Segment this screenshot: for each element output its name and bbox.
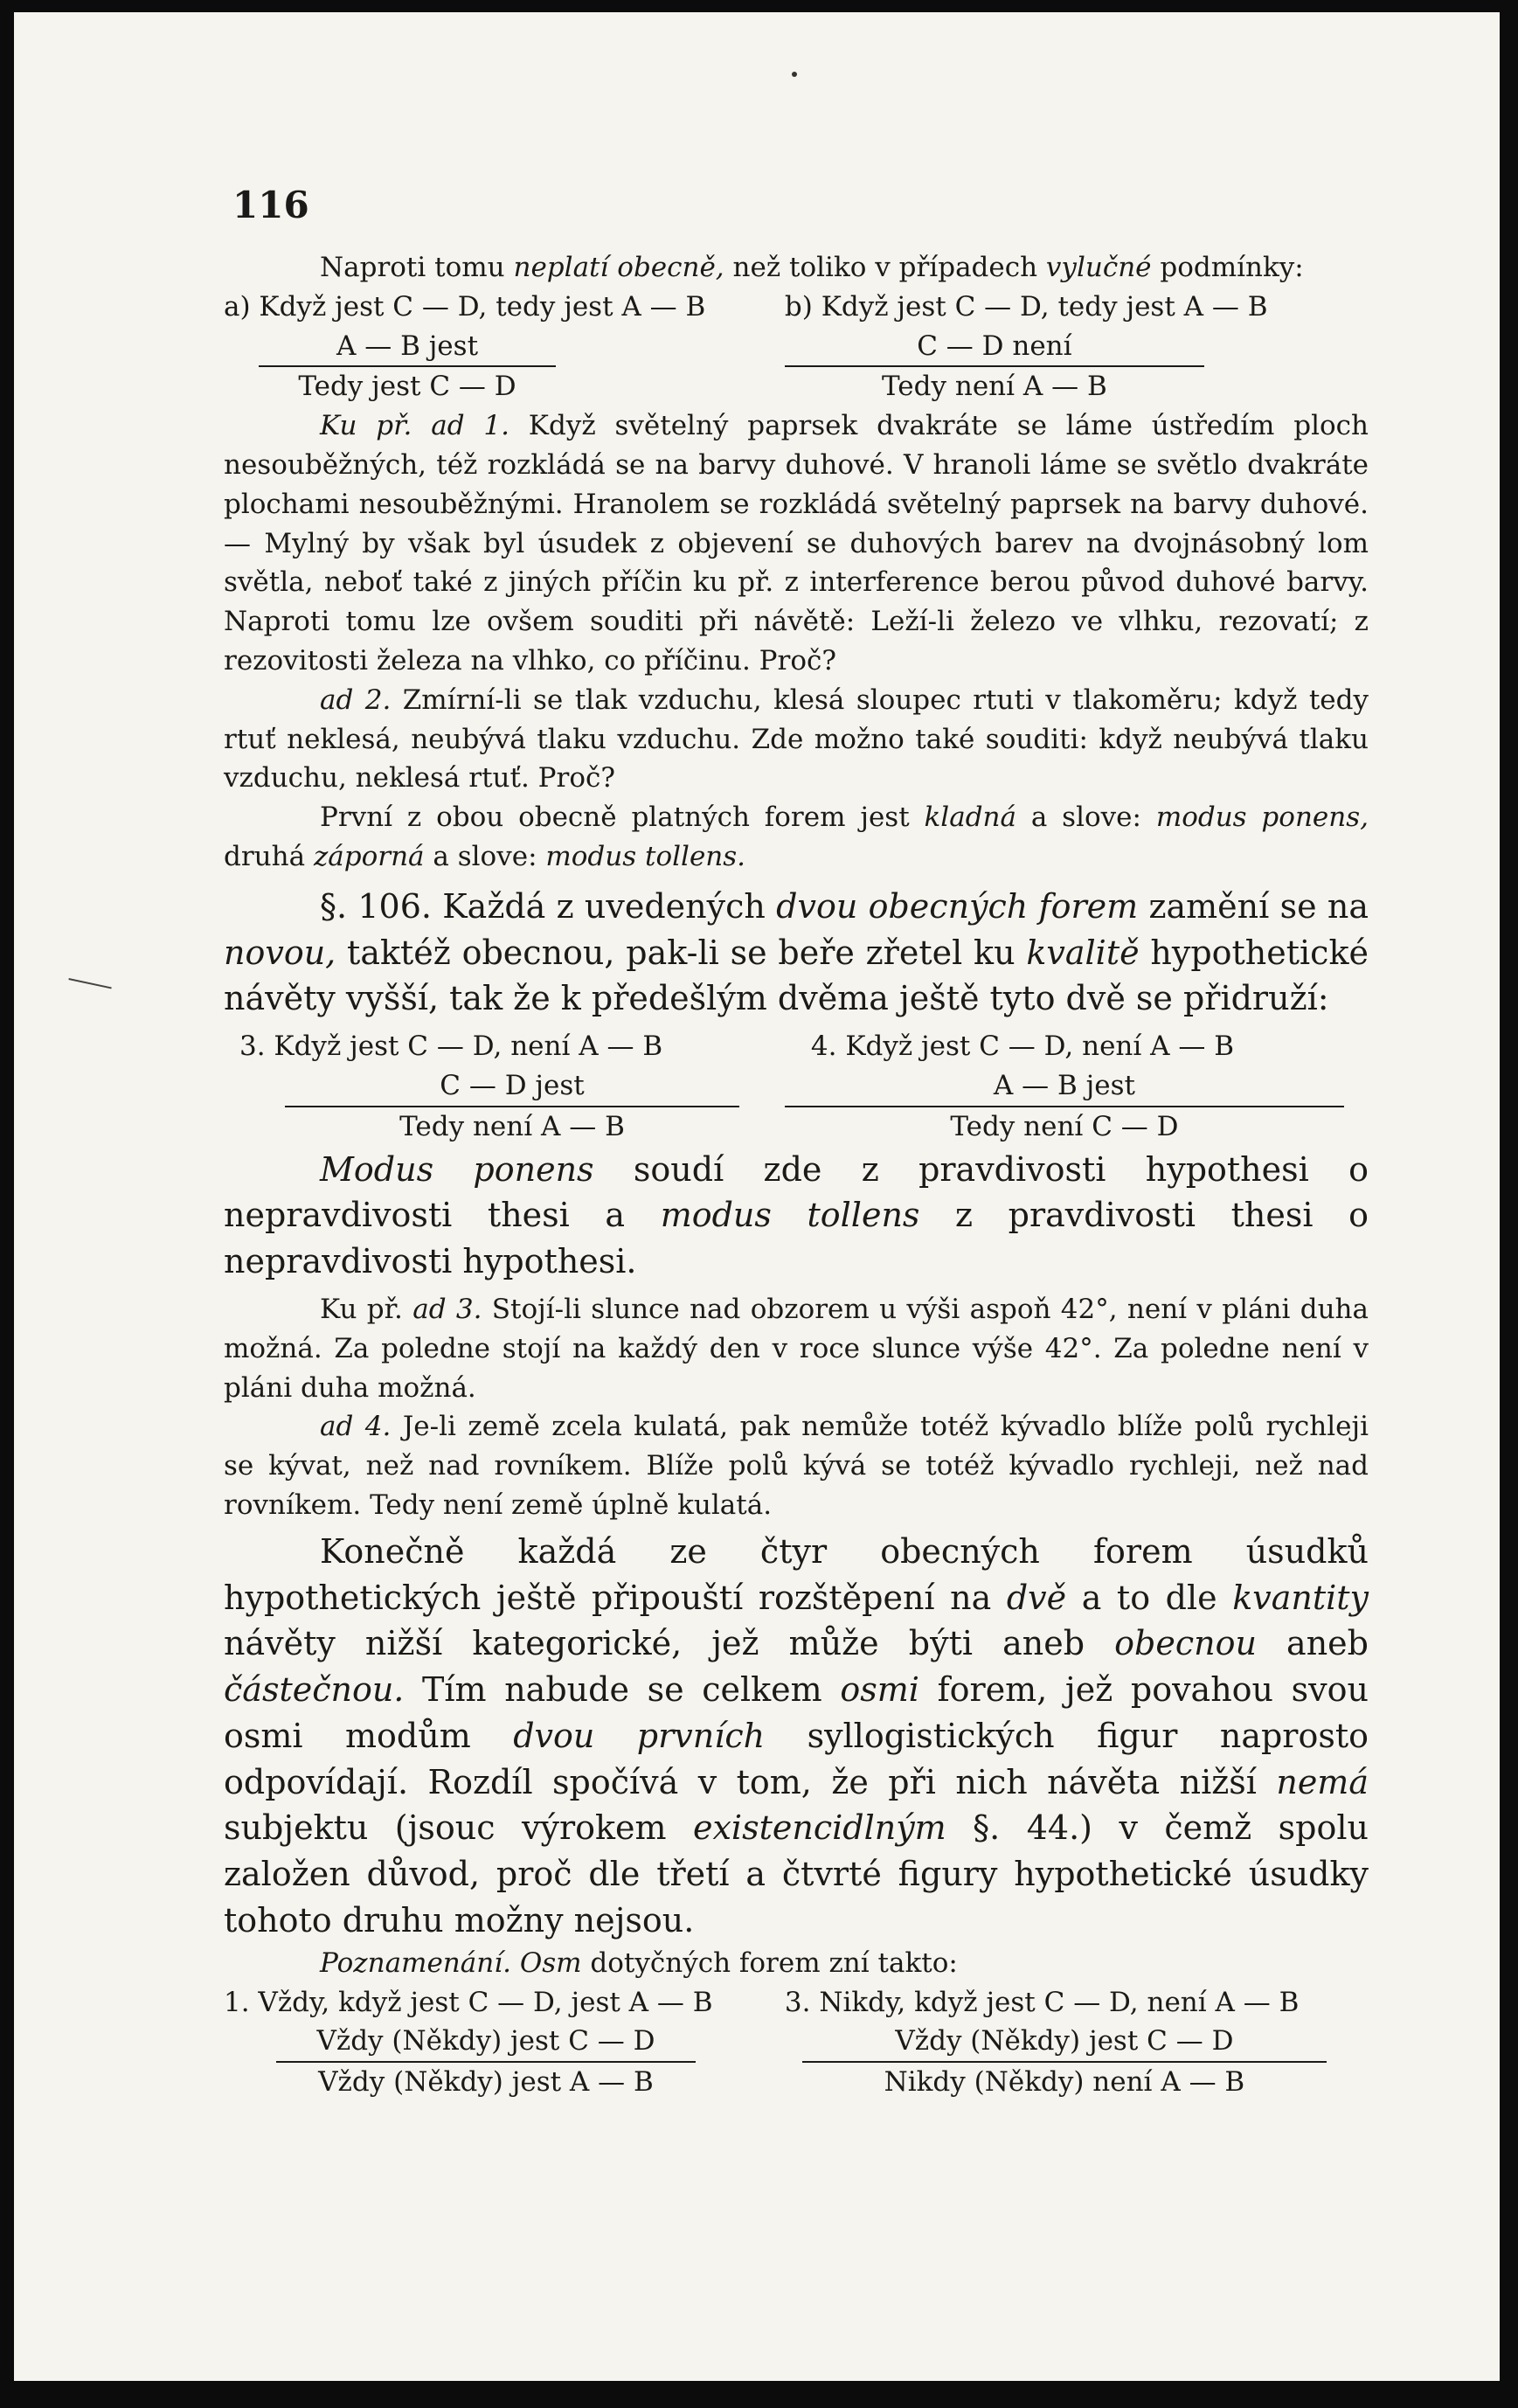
final-3-line3: Nikdy (Někdy) není A — B xyxy=(884,2066,1245,2099)
italic-text: neplatí obecně, xyxy=(513,252,724,283)
italic-text: kvalitě xyxy=(1026,933,1140,972)
text: Ku př. xyxy=(320,1293,413,1325)
text: zamění se na xyxy=(1138,886,1369,926)
text: forem, jež povahou svou osmi modům xyxy=(224,1670,1369,1755)
italic-text: ad 3. xyxy=(412,1293,482,1325)
text: dotyčných forem zní takto: xyxy=(581,1947,958,1979)
text: aneb xyxy=(1256,1624,1369,1663)
text: návěty nižší kategorické, jež může býti aneb xyxy=(224,1624,1115,1663)
text: Když světelný paprsek dvakráte se láme ústředím ploch nesouběžných, též rozkládá se na barvy duhové. V hranoli láme se světlo dvakráte plochami nesouběžnými. Hranolem se rozkládá světelný paprsek na barvy duhové. — Mylný by však byl úsudek z objevení se duhových barev na dvojnásobný lom světla, neboť také z jiných příčin ku př. z interference berou původ duhové barvy. Naproti tomu lze ovšem souditi při návětě: Leží-li železo ve vlhku, rezovatí; z rezovitosti železa na vlhko, co příčinu. Proč? xyxy=(224,410,1369,677)
paragraph-example-1 xyxy=(224,406,1369,681)
book-page xyxy=(14,12,1500,2381)
italic-text: modus ponens, xyxy=(1155,802,1369,834)
form-3-line1: 3. Když jest C — D, není A — B xyxy=(239,1031,663,1063)
paragraph-example-3 xyxy=(224,1290,1369,1407)
italic-text: modus tollens. xyxy=(545,840,746,872)
text: taktéž obecnou, pak-li se beře zřetel ku xyxy=(336,933,1027,972)
cases-ab xyxy=(224,288,1369,406)
final-1-line3: Vždy (Někdy) jest A — B xyxy=(318,2066,654,2099)
paragraph-intro xyxy=(224,248,1369,288)
form-final-1 xyxy=(224,1983,762,2102)
italic-text: ad 2. xyxy=(320,684,392,716)
text: druhá xyxy=(224,840,314,872)
text: a slove: xyxy=(424,840,546,872)
case-b-line1: b) Když jest C — D, tedy jest A — B xyxy=(784,290,1268,323)
text: hypothetické návěty vyšší, tak že k předešlým dvěma ještě tyto dvě se přidruží: xyxy=(224,933,1369,1018)
paragraph-example-2 xyxy=(224,681,1369,798)
italic-text: Modus ponens xyxy=(320,1149,594,1189)
italic-text: dvě xyxy=(1006,1578,1067,1617)
paragraph-modus xyxy=(224,798,1369,877)
italic-text: osmi xyxy=(840,1670,919,1710)
form-4-line3: Tedy není C — D xyxy=(950,1110,1179,1142)
case-b xyxy=(785,288,1369,406)
italic-text: dvou obecných forem xyxy=(776,886,1139,926)
text: První z obou obecně platných forem jest xyxy=(320,802,925,834)
italic-text: novou, xyxy=(224,933,336,972)
final-1-line1: 1. Vždy, když jest C — D, jest A — B xyxy=(224,1986,713,2018)
italic-text: existencidlným xyxy=(693,1808,946,1848)
forms-3-4 xyxy=(224,1027,1369,1146)
italic-text: vylučné xyxy=(1045,252,1152,283)
italic-text: kvantity xyxy=(1232,1578,1369,1617)
text: soudí zde z pravdivosti hypothesi o nepravdivosti thesi a xyxy=(224,1149,1369,1235)
text: Naproti tomu xyxy=(320,252,514,283)
italic-text: modus tollens xyxy=(660,1196,920,1235)
italic-text: Poznamenání. xyxy=(320,1947,511,1979)
text: Stojí-li slunce nad obzorem u výši aspoň 42°, není v pláni duha možná. Za poledne stojí na každý den v roce slunce výše 42°. Za poledne není v pláni duha možná. xyxy=(224,1293,1369,1404)
italic-text: ad 4. xyxy=(320,1411,392,1443)
text xyxy=(511,1947,520,1979)
italic-text: Ku př. ad 1. xyxy=(320,410,509,442)
case-a-line2: A — B jest xyxy=(259,327,556,368)
form-final-3 xyxy=(785,1983,1369,2102)
page-number: 116 xyxy=(232,184,309,226)
case-a-line1: a) Když jest C — D, tedy jest A — B xyxy=(224,290,706,323)
text: §. 106. Každá z uvedených xyxy=(320,886,777,926)
paragraph-note xyxy=(224,1944,1369,1983)
italic-text: dvou prvních xyxy=(513,1716,766,1755)
final-3-line2: Vždy (Někdy) jest C — D xyxy=(802,2022,1327,2063)
case-b-line3: Tedy není A — B xyxy=(882,371,1107,403)
form-3 xyxy=(224,1027,762,1146)
text: Zmírní-li se tlak vzduchu, klesá sloupec rtuti v tlakoměru; když tedy rtuť neklesá, neubývá tlaku vzduchu. Zde možno také souditi: když neubývá tlaku vzduchu, neklesá rtuť. Proč? xyxy=(224,684,1369,795)
paragraph-modus-ponens xyxy=(224,1147,1369,1285)
text: z pravdivosti thesi o nepravdivosti hypothesi. xyxy=(224,1196,1369,1281)
form-4-line2: A — B jest xyxy=(785,1066,1344,1107)
text: Tím nabude se celkem xyxy=(404,1670,841,1710)
text: a slove: xyxy=(1016,802,1156,834)
italic-text: kladná xyxy=(924,802,1016,834)
text: a to dle xyxy=(1066,1578,1233,1617)
form-3-line3: Tedy není A — B xyxy=(399,1110,625,1142)
text: subjektu (jsouc výrokem xyxy=(224,1808,694,1848)
italic-text: částečnou. xyxy=(224,1670,405,1710)
text: Konečně každá ze čtyr obecných forem úsudků hypothetických ještě připouští rozštěpení na xyxy=(224,1531,1369,1617)
form-3-line2: C — D jest xyxy=(285,1066,739,1107)
text-block-1 xyxy=(224,248,1369,2102)
case-a xyxy=(224,288,762,406)
section-106 xyxy=(224,884,1369,1022)
text: syllogistických figur naprosto odpovídají. Rozdíl spočívá v tom, že při nich návěta nižší xyxy=(224,1716,1369,1801)
italic-text: záporná xyxy=(313,840,425,872)
italic-text: nemá xyxy=(1276,1762,1369,1801)
forms-final xyxy=(224,1983,1369,2102)
italic-text: obecnou xyxy=(1114,1624,1257,1663)
italic-text: Osm xyxy=(519,1947,582,1979)
case-a-line3: Tedy jest C — D xyxy=(298,371,516,403)
final-1-line2: Vždy (Někdy) jest C — D xyxy=(276,2022,696,2063)
text: podmínky: xyxy=(1151,252,1304,283)
form-4-line1: 4. Když jest C — D, není A — B xyxy=(810,1031,1235,1063)
text: než toliko v případech xyxy=(724,252,1046,283)
form-4 xyxy=(785,1027,1369,1146)
final-3-line1: 3. Nikdy, když jest C — D, není A — B xyxy=(784,1986,1300,2018)
page-speck xyxy=(792,72,797,77)
case-b-line2: C — D není xyxy=(785,327,1204,368)
paragraph-final xyxy=(224,1529,1369,1944)
text: Je-li země zcela kulatá, pak nemůže totéž kývadlo blíže polů rychleji se kývat, než nad rovníkem. Blíže polů kývá se totéž kývadlo rychleji, než nad rovníkem. Tedy není země úplně kulatá. xyxy=(224,1411,1369,1521)
text: §. 44.) v čemž spolu založen důvod, proč dle třetí a čtvrté figury hypothetické úsudky tohoto druhu možny nejsou. xyxy=(224,1808,1369,1940)
paragraph-example-4 xyxy=(224,1407,1369,1524)
margin-pencil-mark xyxy=(65,978,111,1006)
